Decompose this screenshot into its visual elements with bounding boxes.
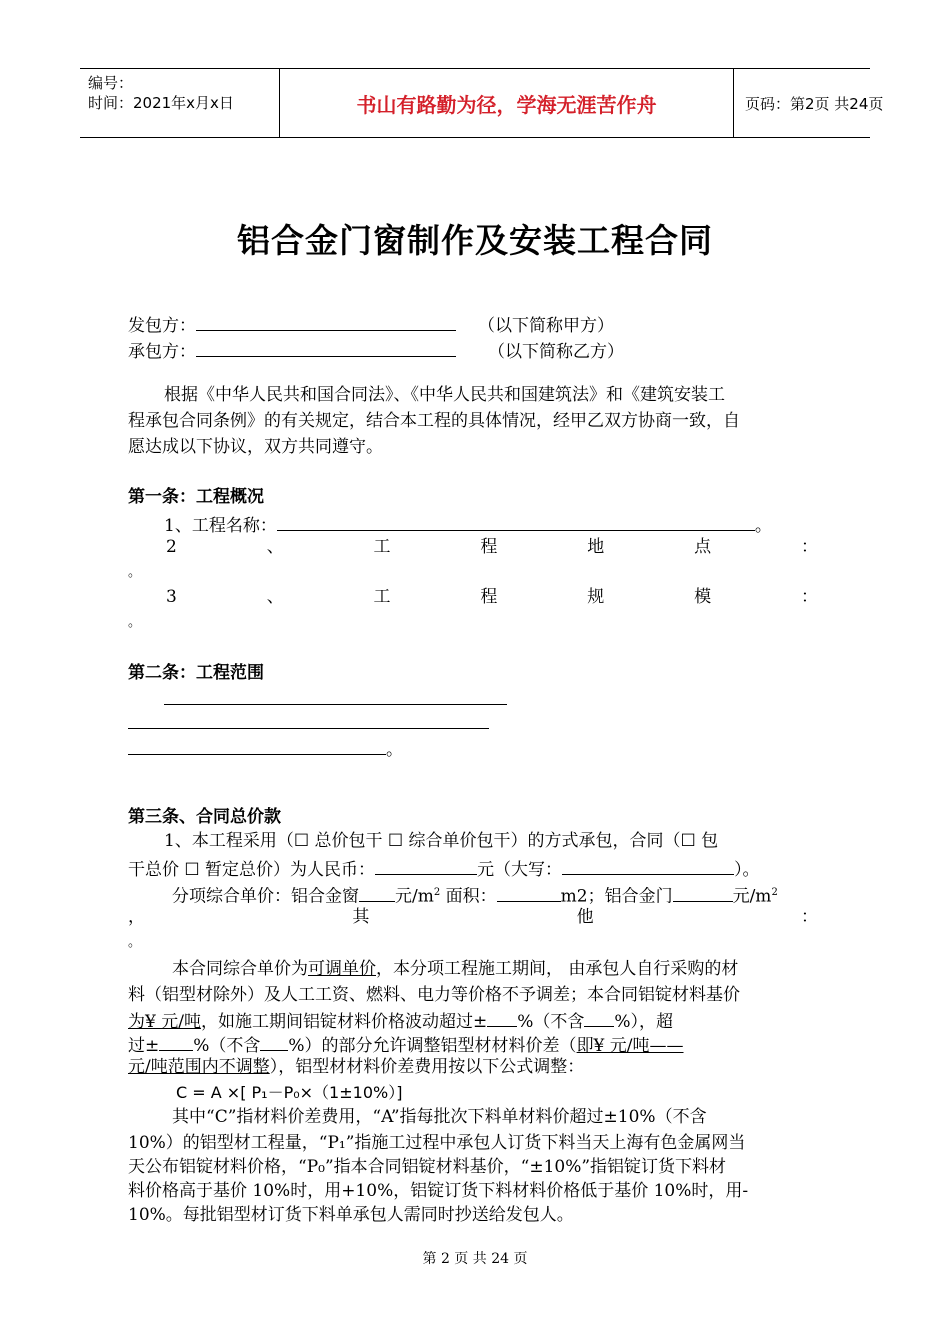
art1-heading: 第一条：工程概况 bbox=[128, 487, 264, 507]
char: 2 bbox=[166, 537, 177, 557]
contractor-blank bbox=[196, 336, 456, 357]
superscript: 2 bbox=[433, 887, 441, 898]
end-mark: 。 bbox=[754, 516, 772, 536]
blank bbox=[584, 1006, 614, 1027]
text: m2；铝合金门 bbox=[560, 886, 673, 907]
char: 程 bbox=[480, 587, 498, 607]
employer-blank bbox=[196, 310, 456, 331]
text: 过± bbox=[128, 1036, 160, 1056]
blank bbox=[487, 1006, 517, 1027]
char: 工 bbox=[373, 537, 391, 557]
end-mark: 。 bbox=[128, 565, 142, 580]
text: ），铝型材材料价差费用按以下公式调整： bbox=[269, 1057, 585, 1077]
char: 点 bbox=[694, 537, 712, 557]
underlined-text: 为¥ 元/吨 bbox=[128, 1012, 201, 1032]
page-info: 页码：第2页 共24页 bbox=[745, 94, 884, 113]
char: 、 bbox=[266, 537, 284, 557]
char: 工 bbox=[373, 587, 391, 607]
text: 分项综合单价：铝合金窗 bbox=[172, 886, 359, 907]
art3-p1-line2 bbox=[128, 854, 760, 883]
underlined-text: 即¥ 元/吨—— bbox=[576, 1036, 684, 1056]
char: ： bbox=[800, 587, 818, 607]
area-blank bbox=[497, 881, 561, 902]
end-mark: 。 bbox=[128, 615, 142, 630]
text: 元（大写： bbox=[477, 860, 563, 880]
formula: C = A ×[ P₁－P₀×（1±10%）] bbox=[176, 1083, 403, 1102]
art3-p1-line1: 1、本工程采用（☐ 总价包干 ☐ 综合单价包干）的方式承包，合同（☐ 包 bbox=[164, 831, 719, 851]
adj-line-5 bbox=[128, 1054, 584, 1080]
text: ，如施工期间铝锭材料价格波动超过± bbox=[200, 1012, 488, 1032]
char: 3 bbox=[166, 587, 177, 607]
explain-line-1: 其中“C”指材料价差费用，“A”指每批次下料单材料价超过±10%（不含 bbox=[172, 1107, 707, 1127]
intro-line-3: 愿达成以下协议，双方共同遵守。 bbox=[128, 437, 383, 457]
art1-item2 bbox=[128, 534, 818, 560]
explain-line-2: 10%）的铝型材工程量，“P₁”指施工过程中承包人订货下料当天上海有色金属网当 bbox=[128, 1133, 746, 1153]
contractor-label: 承包方： bbox=[128, 342, 196, 362]
art2-heading: 第二条：工程范围 bbox=[128, 663, 264, 683]
text: ，本分项工程施工期间， 由承包人自行采购的材 bbox=[376, 959, 739, 979]
char: 他 bbox=[576, 907, 594, 927]
scope-blank-3 bbox=[128, 734, 386, 755]
blank bbox=[260, 1030, 288, 1051]
underlined-text: 可调单价 bbox=[308, 959, 376, 979]
char: 程 bbox=[480, 537, 498, 557]
project-name-blank bbox=[277, 510, 755, 531]
text: 元/m bbox=[395, 886, 434, 907]
contractor-line bbox=[128, 336, 624, 365]
intro-line-2: 程承包合同条例》的有关规定，结合本工程的具体情况，经甲乙双方协商一致，自 bbox=[128, 411, 740, 431]
art1-item1-label: 1、工程名称： bbox=[164, 516, 277, 536]
explain-line-5: 10%。每批铝型材订货下料单承包人需同时抄送给发包人。 bbox=[128, 1205, 574, 1225]
document-title: 铝合金门窗制作及安装工程合同 bbox=[237, 221, 713, 260]
char: 规 bbox=[587, 587, 605, 607]
motto: 书山有路勤为径，学海无涯苦作舟 bbox=[280, 69, 734, 137]
door-price-blank bbox=[673, 881, 733, 902]
intro-line-1: 根据《中华人民共和国合同法》、《中华人民共和国建筑法》和《建筑安装工 bbox=[164, 385, 725, 405]
char: 地 bbox=[587, 537, 605, 557]
adj-line-1 bbox=[172, 956, 738, 982]
underlined-text: 元/吨范围内不调整 bbox=[128, 1057, 270, 1077]
char: ： bbox=[800, 907, 818, 927]
text: 面积： bbox=[440, 886, 497, 907]
adj-line-2: 料（铝型材除外）及人工工资、燃料、电力等价格不予调差；本合同铝锭材料基价 bbox=[128, 985, 740, 1005]
char: 、 bbox=[266, 587, 284, 607]
char: 模 bbox=[694, 587, 712, 607]
code-label: 编号： bbox=[88, 74, 134, 92]
art3-heading: 第三条、合同总价款 bbox=[128, 807, 281, 827]
page-header bbox=[80, 68, 884, 138]
char: ： bbox=[800, 537, 818, 557]
employer-label: 发包方： bbox=[128, 316, 196, 336]
text: %）的部分允许调整铝型材材料价差（ bbox=[288, 1036, 577, 1056]
text: %（不含 bbox=[193, 1036, 261, 1056]
art1-item3 bbox=[128, 584, 818, 610]
header-meta bbox=[80, 69, 280, 137]
explain-line-3: 天公布铝锭材料价格，“P₀”指本合同铝锭材料基价，“±10%”指铝锭订货下料材 bbox=[128, 1157, 727, 1177]
other-line bbox=[128, 904, 818, 930]
scope-blank-2 bbox=[128, 708, 489, 729]
page-footer: 第 2 页 共 24 页 bbox=[422, 1251, 528, 1267]
explain-line-4: 料价格高于基价 10%时，用+10%，铝锭订货下料材料价格低于基价 10%时，用- bbox=[128, 1181, 749, 1201]
blank bbox=[159, 1030, 193, 1051]
text: %），超 bbox=[614, 1012, 674, 1032]
end-mark: 。 bbox=[128, 935, 142, 950]
text: 干总价 ☐ 暂定总价）为人民币： bbox=[128, 860, 376, 880]
char: ， bbox=[128, 907, 145, 927]
scope-line-3 bbox=[128, 734, 403, 763]
employer-line bbox=[128, 310, 614, 339]
text: ）。 bbox=[734, 860, 760, 880]
price-blank bbox=[375, 854, 477, 875]
contractor-note: （以下简称乙方） bbox=[488, 342, 624, 362]
employer-note: （以下简称甲方） bbox=[478, 316, 614, 336]
price-words-blank bbox=[562, 854, 734, 875]
scope-blank-1 bbox=[164, 684, 507, 705]
end-mark: 。 bbox=[386, 740, 403, 760]
text: 本合同综合单价为 bbox=[172, 959, 308, 979]
time-label: 时间：2021年x月x日 bbox=[88, 94, 234, 112]
text: %（不含 bbox=[517, 1012, 585, 1032]
text: 元/m bbox=[732, 886, 772, 907]
char: 其 bbox=[352, 907, 370, 927]
window-price-blank bbox=[359, 881, 395, 902]
superscript: 2 bbox=[771, 887, 778, 898]
